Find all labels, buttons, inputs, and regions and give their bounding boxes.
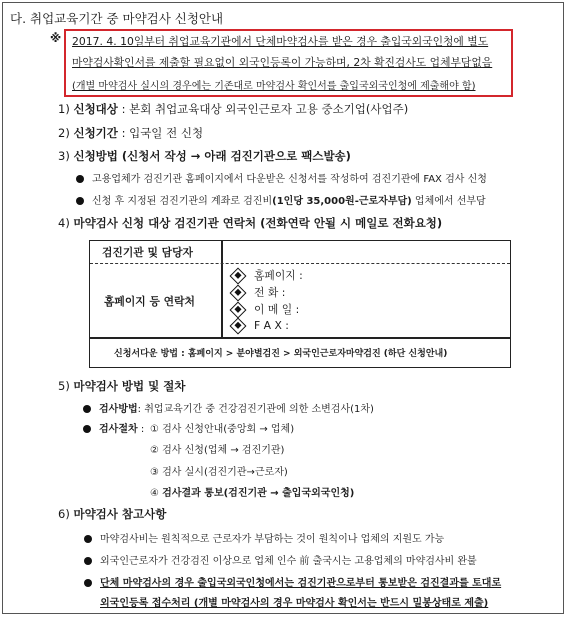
section-3 <box>58 148 351 164</box>
section-1-title: 신청대상 <box>73 102 118 116</box>
bullet-icon <box>83 405 91 413</box>
section-6-bullet-2: 외국인근로자가 건강검진 이상으로 업체 인수 前 출국시는 고용업체의 마약검사비 완불 <box>84 552 477 567</box>
bullet-icon <box>83 425 91 433</box>
section-1 <box>58 101 408 117</box>
section-5-procedure-label: 검사절차 : <box>83 420 144 435</box>
diamond-bullet-icon <box>230 285 247 302</box>
procedure-step-3: ③ 검사 실시(검진기관→근로자) <box>150 467 288 478</box>
table-divider <box>90 263 510 264</box>
procedure-step-1: ① 검사 신청안내(중앙회 → 업체) <box>150 424 295 435</box>
section-2 <box>58 125 203 141</box>
section-3-bullet-1: 고용업체가 검진기관 홈페이지에서 다운받은 신청서를 작성하여 검진기관에 FAX 검사 신청 <box>76 170 487 185</box>
table-divider <box>90 337 510 339</box>
section-3-title: 신청방법 (신청서 작성 → 아래 검진기관으로 팩스발송) <box>73 149 351 163</box>
diamond-bullet-icon <box>230 318 247 335</box>
notice-line-1: 2017. 4. 10일부터 취업교육기관에서 단체마약검사를 받은 경우 출입국외국인청에 별도 <box>72 35 489 48</box>
procedure-step-4: ④ 검사결과 통보(검진기관 → 출입국외국인청) <box>150 488 355 499</box>
bullet-icon <box>84 579 92 587</box>
bullet-icon <box>84 557 92 565</box>
diamond-bullet-icon <box>230 302 247 319</box>
procedure-step-2: ② 검사 신청(업체 → 검진기관) <box>150 445 285 456</box>
section-6-bullet-3: 단체 마약검사의 경우 출입국외국인청에서는 검진기관으로부터 통보받은 검진결과를 토대로 <box>84 574 501 589</box>
section-6-title: 마약검사 참고사항 <box>73 507 167 521</box>
bullet-icon <box>76 197 84 205</box>
section-1-text: : 본회 취업교육대상 외국인근로자 고용 중소기업(사업주) <box>121 102 409 116</box>
table-divider <box>221 241 223 337</box>
contact-table <box>89 240 511 368</box>
section-3-num: 3) <box>58 149 70 163</box>
section-5-title: 마약검사 방법 및 절차 <box>73 379 186 393</box>
section-3-bullet-2: 신청 후 지정된 검진기관의 계좌로 검진비(1인당 35,000원-근로자부담) 업체에서 선부담 <box>76 192 486 207</box>
section-4-num: 4) <box>58 216 70 230</box>
section-6-num: 6) <box>58 507 70 521</box>
section-2-title: 신청기간 <box>73 126 118 140</box>
section-5 <box>58 378 185 394</box>
bullet-icon <box>84 535 92 543</box>
table-header: 검진기관 및 담당자 <box>102 246 193 259</box>
notice-line-3: (개별 마약검사 실시의 경우에는 기존대로 마약검사 확인서를 출입국외국인청에 제출해야 함) <box>72 81 476 92</box>
bullet-icon <box>76 175 84 183</box>
section-6 <box>58 506 166 522</box>
section-2-text: : 입국일 전 신청 <box>121 126 204 140</box>
section-5-method: 검사방법: 취업교육기간 중 건강검진기관에 의한 소변검사(1차) <box>83 400 374 415</box>
section-4 <box>58 215 442 231</box>
contact-fax: F A X : <box>232 319 289 332</box>
diamond-bullet-icon <box>230 268 247 285</box>
notice-mark: ※ <box>50 31 62 45</box>
table-contact-label: 홈페이지 등 연락처 <box>104 295 195 308</box>
contact-homepage: 홈페이지 : <box>232 268 303 283</box>
section-6-bullet-1: 마약검사비는 원칙적으로 근로자가 부담하는 것이 원칙이나 업체의 지원도 가능 <box>84 530 444 545</box>
section-4-title: 마약검사 신청 대상 검진기관 연락처 (전화연락 안될 시 메일로 전화요청) <box>73 216 443 230</box>
section-5-num: 5) <box>58 379 70 393</box>
section-1-num: 1) <box>58 102 70 116</box>
contact-email: 이 메 일 : <box>232 302 299 317</box>
section-heading: 다. 취업교육기간 중 마약검사 신청안내 <box>10 11 224 26</box>
contact-phone: 전 화 : <box>232 285 285 300</box>
table-footer-note: 신청서다운 방법 : 홈페이지 > 분야별검진 > 외국인근로자마약검진 (하단 신청안내) <box>114 349 448 359</box>
section-2-num: 2) <box>58 126 70 140</box>
section-6-bullet-3-cont: 외국인등록 접수처리 (개별 마약검사의 경우 마약검사 확인서는 반드시 밀봉상태로 제출) <box>100 598 489 609</box>
notice-line-2: 마약검사확인서를 제출할 필요없이 외국인등록이 가능하며, 2차 확진검사도 업체부담없음 <box>72 56 493 69</box>
